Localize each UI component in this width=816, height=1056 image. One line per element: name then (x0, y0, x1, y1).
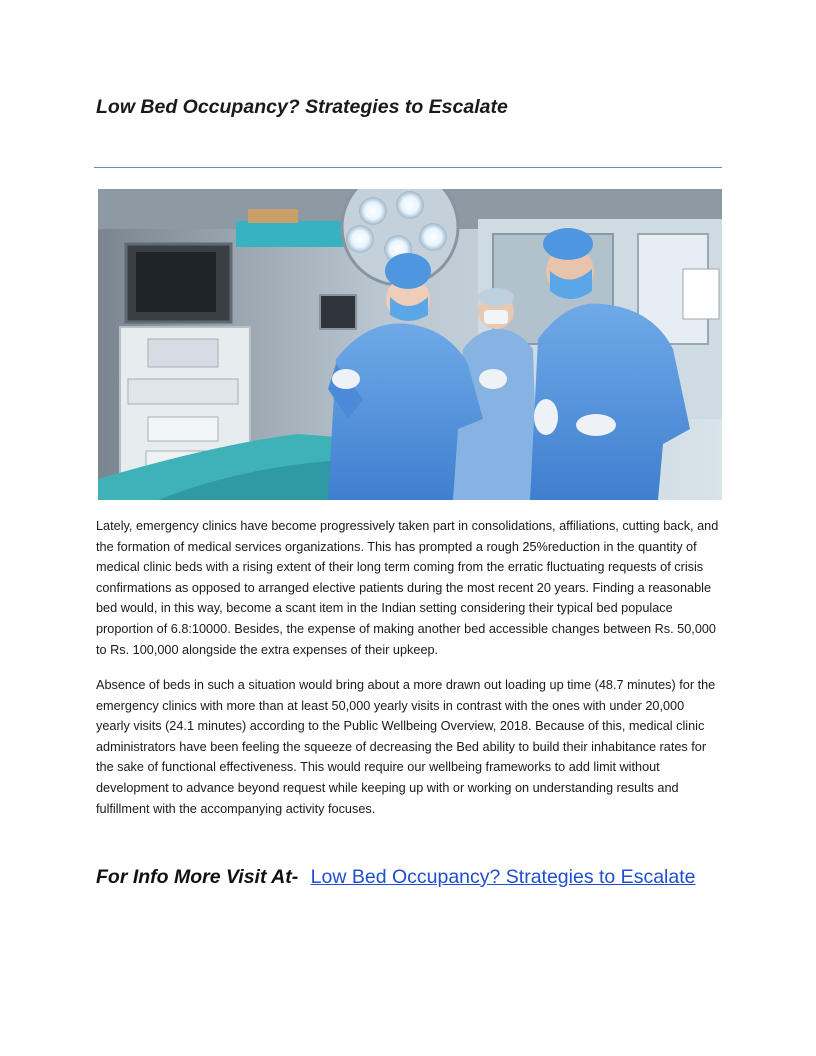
article-link[interactable]: Low Bed Occupancy? Strategies to Escalate (310, 866, 696, 888)
page-title: Low Bed Occupancy? Strategies to Escalate (96, 96, 508, 118)
body-paragraph: Absence of beds in such a situation would bring about a more drawn out loading up time (48.7 minutes) for the emergency clinics with more than at least 50,000 yearly visits in contrast with the ones with under 20,000 yearly visits (24.1 minutes) according to the Public Wellbeing Overview, 2018. Because of this, medical clinic administrators have been feeling the squeeze of decreasing the Bed ability to build their inhabitance rates for the sake of functional effectiveness. This would require our wellbeing frameworks to add limit without development to advance beyond request while keeping up with or working on understanding results and fulfillment with the accompanying activity focuses. (96, 678, 716, 816)
title-divider (94, 167, 722, 168)
footer-label: For Info More Visit At- (96, 866, 299, 888)
footer-line (96, 866, 695, 889)
body-paragraph: Lately, emergency clinics have become progressively taken part in consolidations, affiliations, cutting back, and the formation of medical services organizations. This has prompted a rough 25%reduction in the quantity of medical clinic beds with a rising extent of their long term coming from the erratic fluctuating requests of crisis confirmations as opposed to arranged elective patients during the most recent 20 years. Finding a reasonable bed would, in this way, become a scant item in the Indian setting considering their typical bed populace proportion of 6.8:10000. Besides, the expense of making another bed accessible changes between Rs. 50,000 to Rs. 100,000 alongside the extra expenses of their upkeep. (96, 519, 719, 657)
surgeons-in-operating-room-photo (98, 189, 722, 500)
hero-image (98, 189, 722, 500)
